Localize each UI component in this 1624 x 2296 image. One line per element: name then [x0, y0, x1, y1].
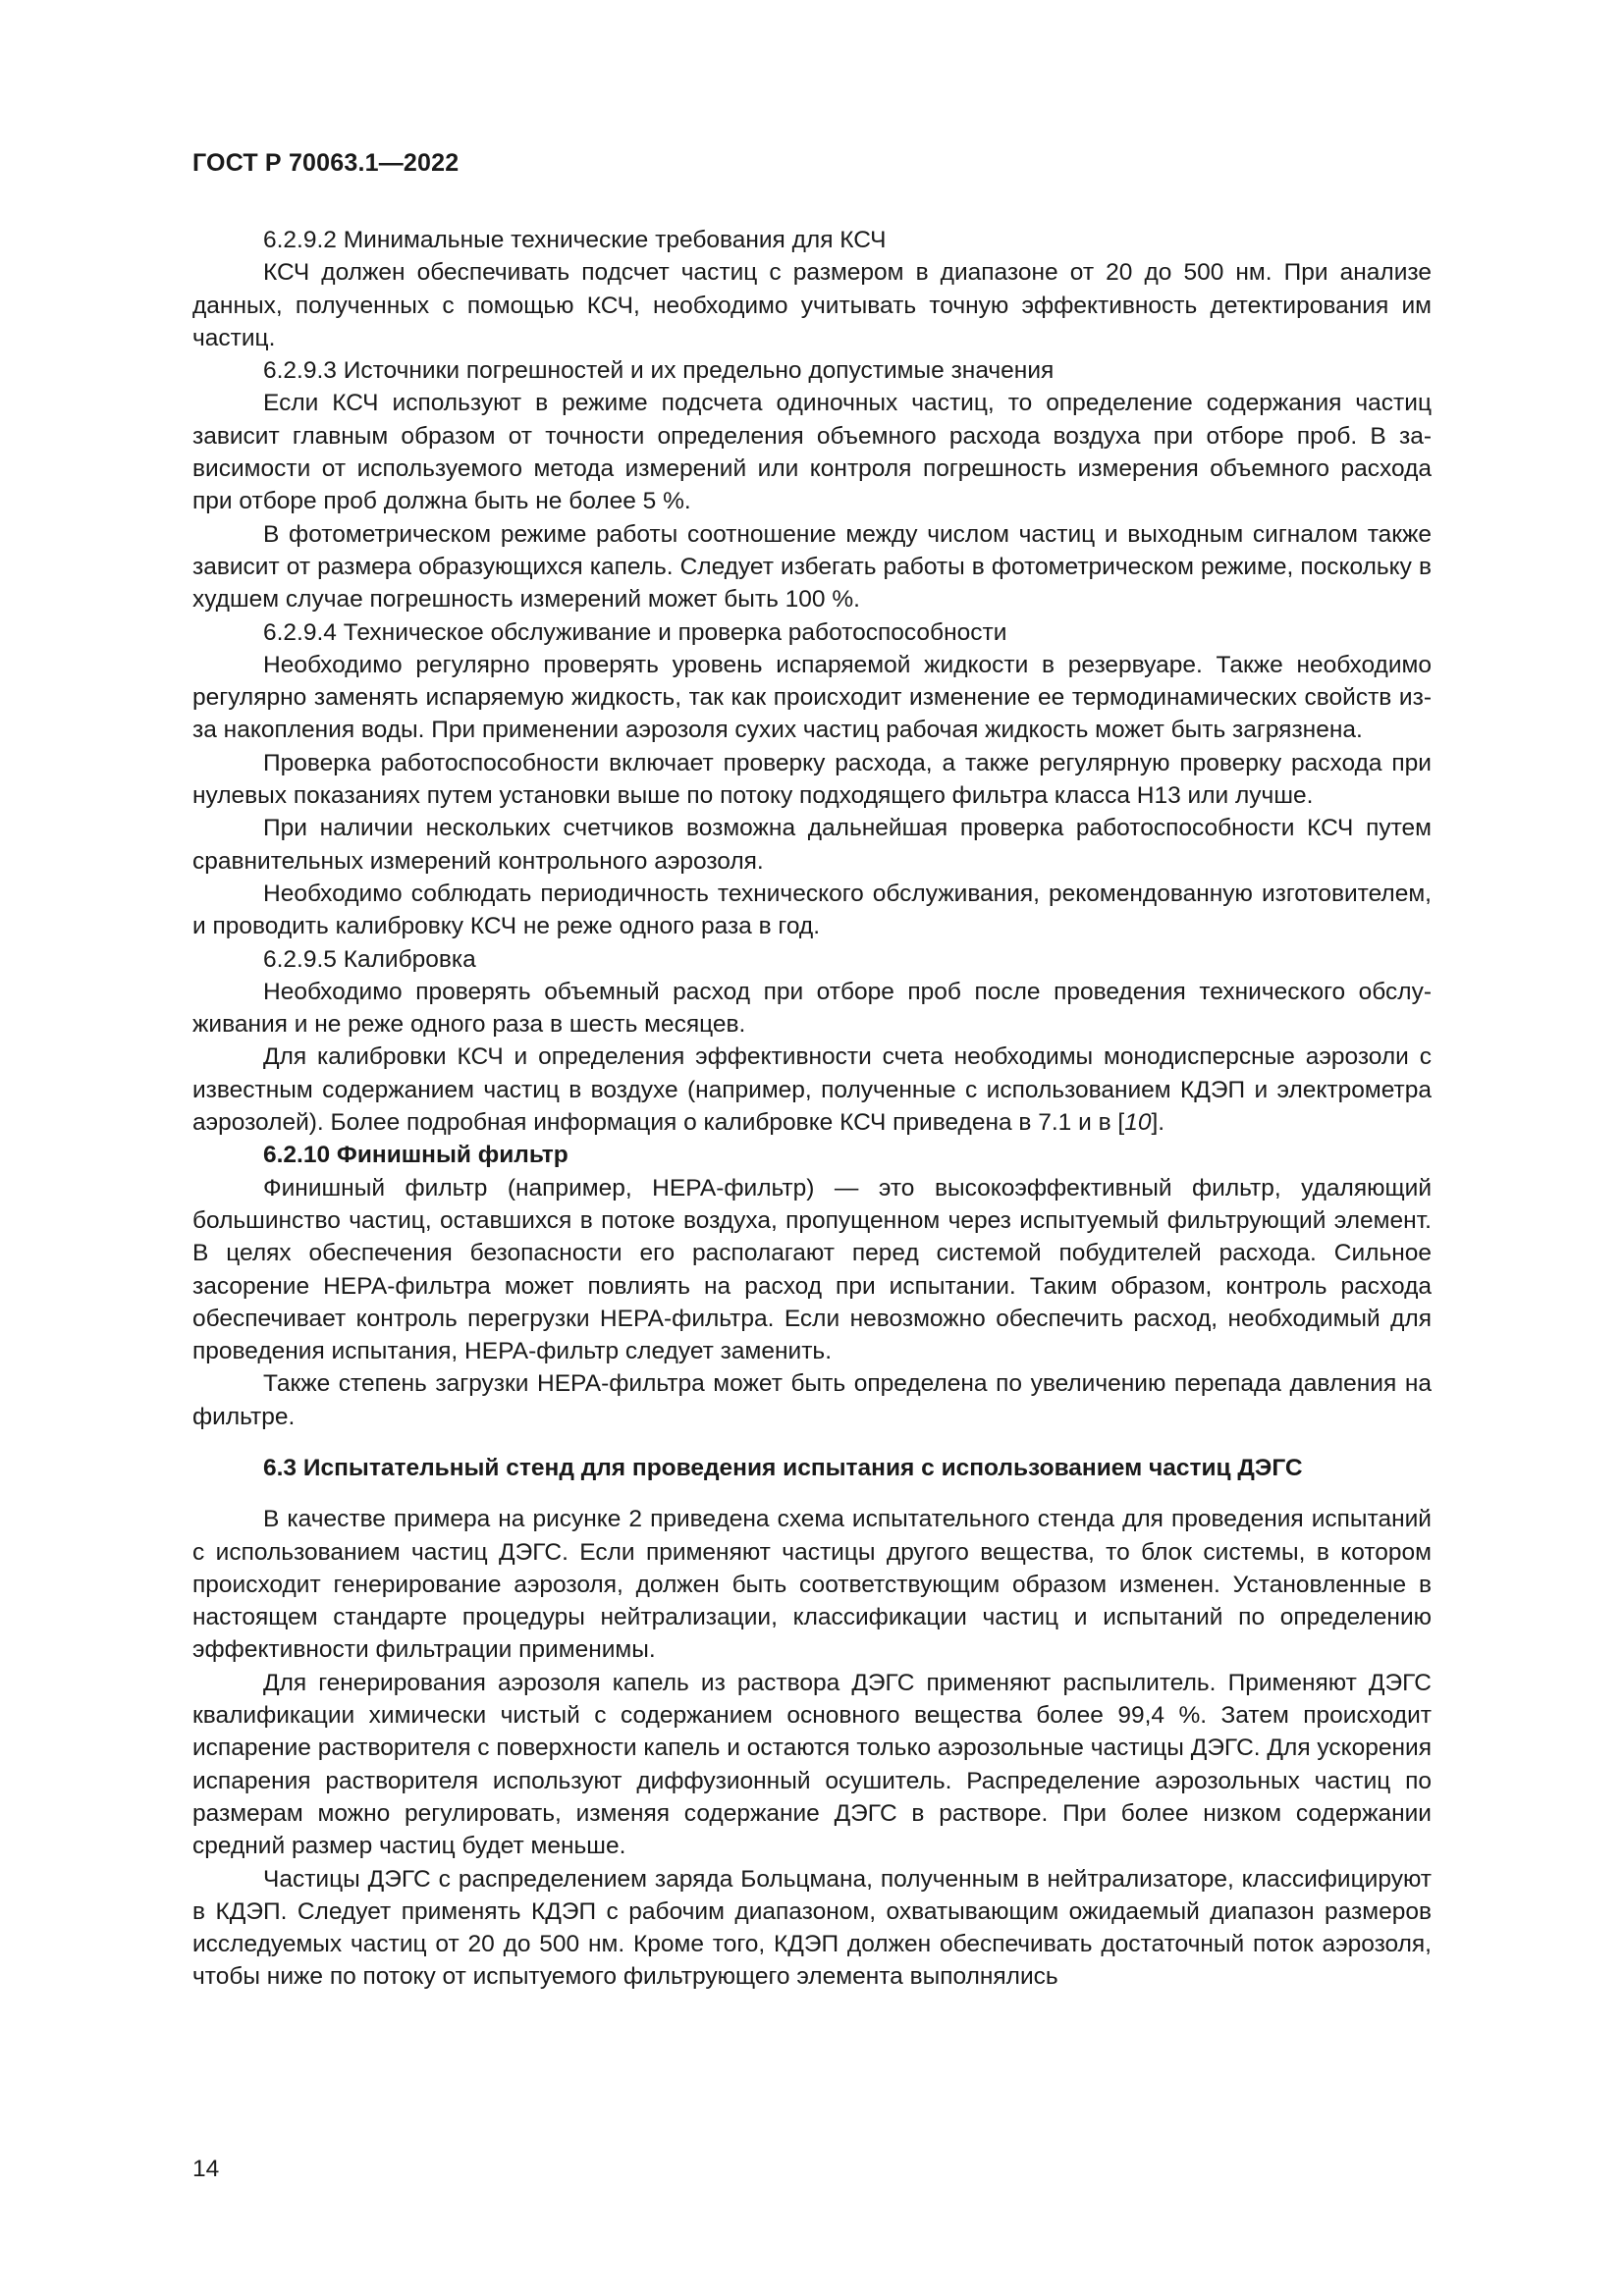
paragraph-maintenance-period: Необходимо соблюдать периодичность технического обслуживания, рекомендованную изготовителем, и проводить калибровку КСЧ не реже одного раза в год. [192, 880, 1432, 940]
paragraph-single-particle-mode: Если КСЧ используют в режиме подсчета одиночных частиц, то определение содержания частиц зависит главным образом от точности определения объемного расхода воздуха при отборе проб. В зависимости от используемого метода измерений или контроля погрешность измерения объемного расхода при отборе проб должна быть не более 5 %. [192, 390, 1432, 515]
paragraph-flow-check: Проверка работоспособности включает проверку расхода, а также регулярную проверку расхода при нулевых показаниях путем установки выше по потоку подходящего фильтра класса Н13 или лучше. [192, 749, 1432, 810]
calibration-text-end: ]. [1151, 1109, 1165, 1137]
page-number: 14 [192, 2156, 220, 2182]
heading-6-2-9-2: 6.2.9.2 Минимальные технические требования для КСЧ [263, 227, 887, 253]
paragraph-test-stand-example: В качестве примера на рисунке 2 приведена схема испытательного стенда для проведения испытаний с использованием частиц ДЭГС. Если применяют частицы другого вещества, то блок системы, в котором происходит генерирование аэрозоля, должен быть соответствующим образом изменен. Установленные в настоящем стандарте процедуры нейтрализации, классификации частиц и испытаний по определению эффективности фильтрации применимы. [192, 1506, 1432, 1664]
heading-6-3: 6.3 Испытательный стенд для проведения испытания с использованием частиц ДЭГС [263, 1454, 1303, 1481]
heading-6-2-9-3: 6.2.9.3 Источники погрешностей и их предельно допустимые значения [263, 357, 1055, 385]
paragraph-volume-flow-check: Необходимо проверять объемный расход при отборе проб после проведения технического обслуживания и не реже одного раза в шесть месяцев. [192, 978, 1432, 1039]
paragraph-fluid-level: Необходимо регулярно проверять уровень испаряемой жидкости в резервуаре. Также необходимо регулярно заменять испаряемую жидкость, так как происходит изменение ее термодинамических свойств из-за накопления воды. При применении аэрозоля сухих частиц рабочая жидкость может быть загрязнена. [192, 651, 1432, 744]
paragraph-calibration [192, 1041, 1432, 1139]
paragraph-classification: Частицы ДЭГС с распределением заряда Больцмана, полученным в нейтрализаторе, классифицируют в КДЭП. Следует применять КДЭП с рабочим диапазоном, охватывающим ожидаемый диапазон размеров исследуемых частиц от 20 до 500 нм. Кроме того, КДЭП должен обеспечивать достаточный поток аэрозоля, чтобы ниже по потоку от испытуемого фильтрующего элемента выполнялись [192, 1865, 1432, 1991]
heading-6-2-9-5: 6.2.9.5 Калибровка [263, 945, 476, 973]
paragraph-hepa-loading: Также степень загрузки НЕРА-фильтра может быть определена по увеличению перепада давления на фильтре. [192, 1370, 1432, 1430]
paragraph-multiple-counters: При наличии нескольких счетчиков возможна дальнейшая проверка работоспособности КСЧ путем сравнительных измерений контрольного аэрозоля. [192, 815, 1432, 875]
paragraph-aerosol-generation: Для генерирования аэрозоля капель из раствора ДЭГС применяют распылитель. Применяют ДЭГС квалификации химически чистый с содержанием основного вещества более 99,4 %. Затем происходит испарение растворителя с поверхности капель и остаются только аэрозольные частицы ДЭГС. Для ускорения испарения растворителя используют диффузионный осушитель. Распределение аэрозольных частиц по размерам можно регулировать, изменяя содержание ДЭГС в растворе. При более низком содержании средний размер частиц будет меньше. [192, 1669, 1432, 1860]
paragraph-ksch-range: КСЧ должен обеспечивать подсчет частиц с размером в диапазоне от 20 до 500 нм. При анализе данных, полученных с помощью КСЧ, необходимо учитывать точную эффективность детектирования им частиц. [192, 259, 1432, 351]
paragraph-hepa-filter: Финишный фильтр (например, НЕРА-фильтр) — это высокоэффективный фильтр, удаляющий большинство частиц, оставшихся в потоке воздуха, пропущенном через испытуемый фильтрующий элемент. В целях обеспечения безопасности его располагают перед системой побудителей расхода. Сильное засорение НЕРА-фильтра может повлиять на расход при испытании. Таким образом, контроль расхода обеспечивает контроль перегрузки НЕРА-фильтра. Если невозможно обеспечить расход, необходимый для проведения испытания, НЕРА-фильтр следует заменить. [192, 1174, 1432, 1365]
calibration-text: Для калибровки КСЧ и определения эффективности счета необходимы монодисперсные аэрозоли с известным содержанием частиц в воздухе (например, полученные с использованием КДЭП и электрометра аэрозолей). Более подробная информация о калибровке КСЧ приведена в 7.1 и в [ [192, 1043, 1432, 1137]
document-body [192, 224, 1432, 1994]
document-code-header: ГОСТ Р 70063.1—2022 [192, 149, 460, 177]
reference-number: 10 [1124, 1109, 1152, 1137]
heading-6-2-9-4: 6.2.9.4 Техническое обслуживание и проверка работоспособности [263, 618, 1007, 646]
paragraph-photometric-mode: В фотометрическом режиме работы соотношение между числом частиц и выходным сигналом также зависит от размера образующихся капель. Следует избегать работы в фотометрическом режиме, поскольку в худшем случае погрешность измерений может быть 100 %. [192, 520, 1432, 614]
heading-6-2-10: 6.2.10 Финишный фильтр [263, 1142, 568, 1169]
